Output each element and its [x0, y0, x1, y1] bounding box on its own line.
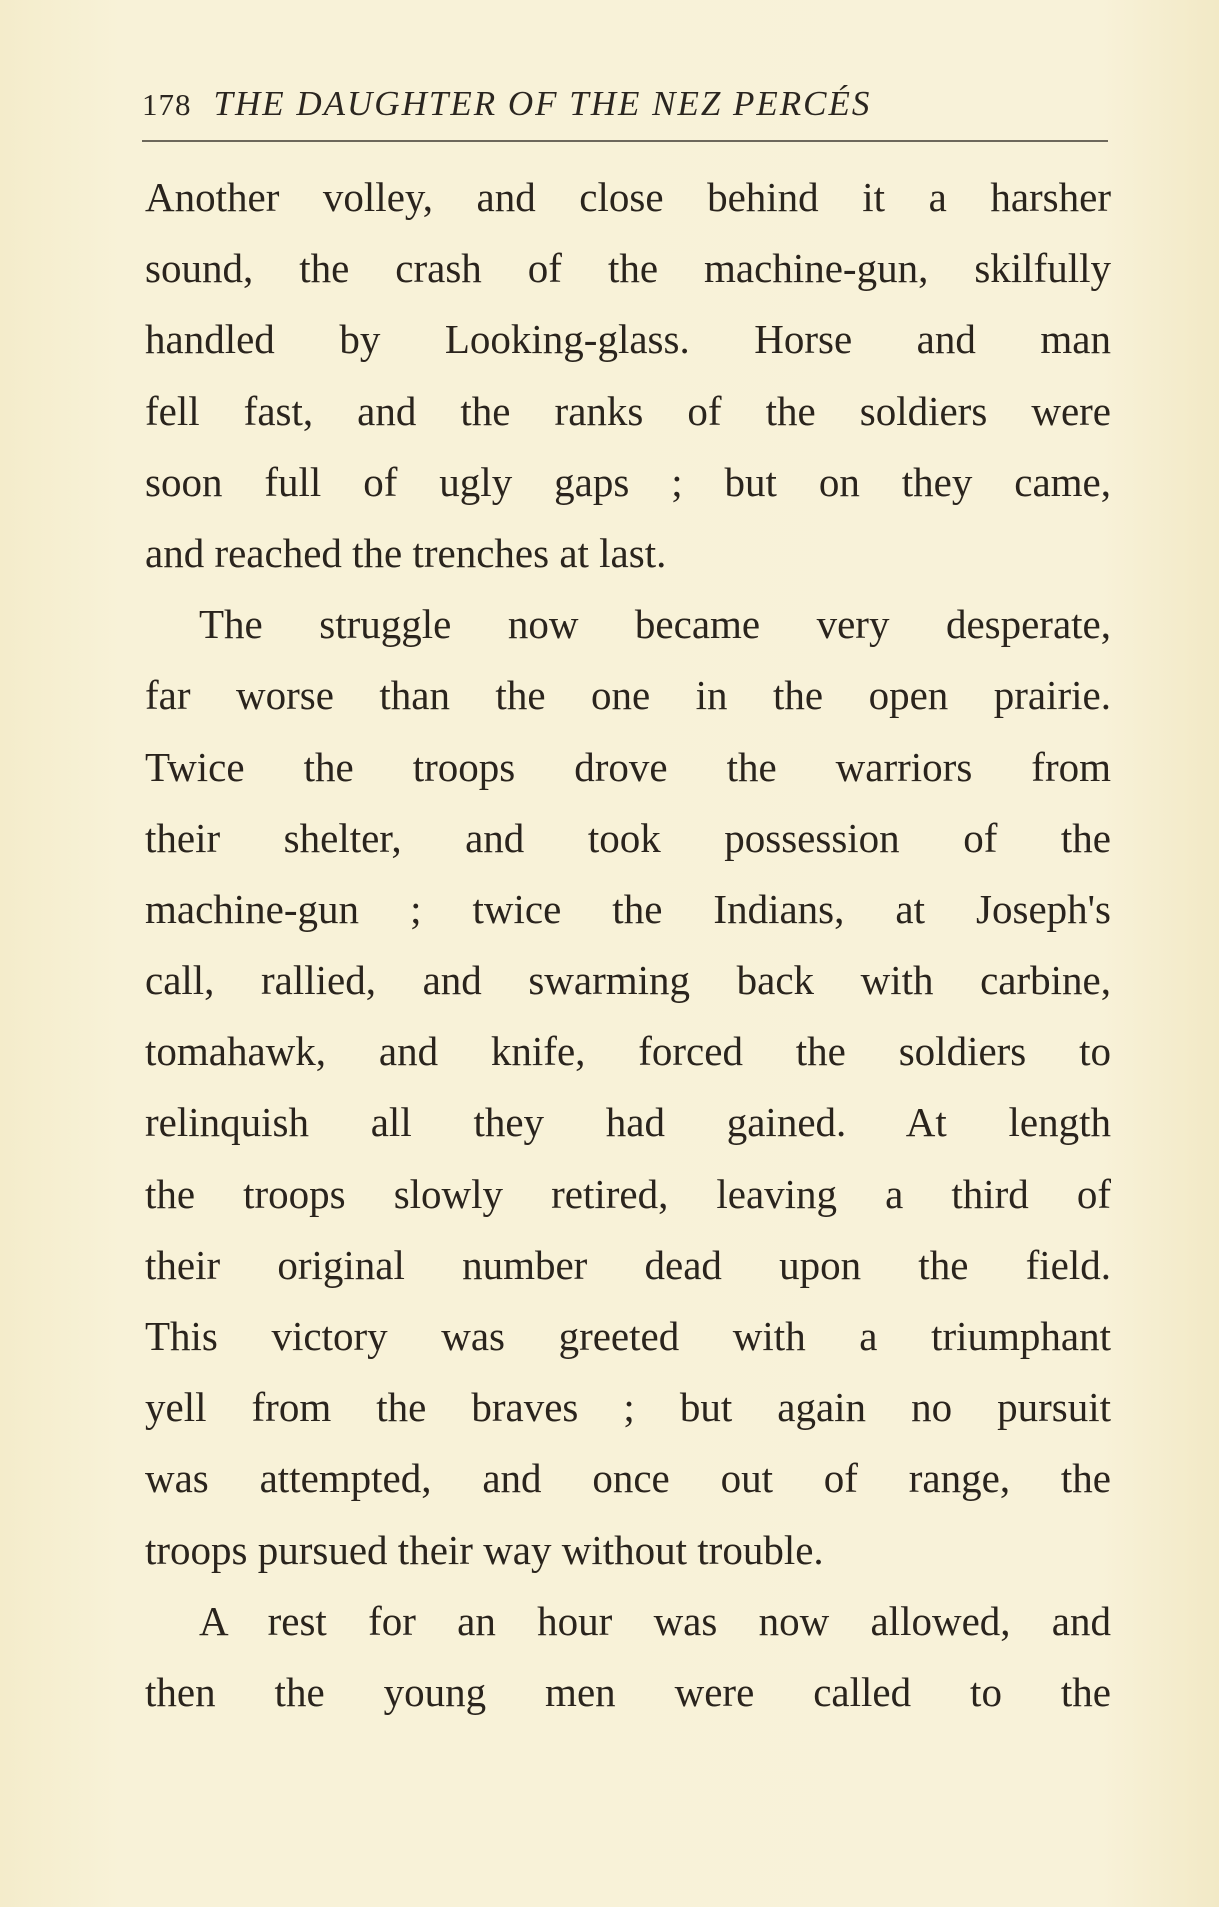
- text-line: soon full of ugly gaps ; but on they came,: [145, 458, 1111, 505]
- text-line: handled by Looking-glass. Horse and man: [145, 316, 1111, 363]
- text-line: fell fast, and the ranks of the soldiers were: [145, 387, 1111, 434]
- text-line: troops pursued their way without trouble.: [145, 1526, 824, 1573]
- text-line: relinquish all they had gained. At length: [145, 1099, 1111, 1146]
- body-text: [145, 162, 1111, 1728]
- text-line: yell from the braves ; but again no pursuit: [145, 1384, 1111, 1431]
- text-line: far worse than the one in the open prairie.: [145, 672, 1111, 719]
- text-line: Twice the troops drove the warriors from: [145, 743, 1111, 790]
- text-line: sound, the crash of the machine-gun, skilfully: [145, 245, 1111, 292]
- text-line: The struggle now became very desperate,: [199, 601, 1111, 648]
- header-rule: [142, 140, 1108, 142]
- text-line: and reached the trenches at last.: [145, 529, 667, 576]
- running-head: [142, 74, 1112, 134]
- text-line: machine-gun ; twice the Indians, at Joseph's: [145, 885, 1111, 932]
- text-line: This victory was greeted with a triumphant: [145, 1313, 1111, 1359]
- text-line: then the young men were called to the: [145, 1668, 1111, 1715]
- text-line: Another volley, and close behind it a harsher: [145, 174, 1111, 220]
- text-line: their original number dead upon the field.: [145, 1241, 1111, 1288]
- text-line: call, rallied, and swarming back with carbine,: [145, 957, 1111, 1004]
- text-line: was attempted, and once out of range, the: [145, 1455, 1111, 1502]
- text-line: their shelter, and took possession of the: [145, 814, 1111, 861]
- text-line: tomahawk, and knife, forced the soldiers to: [145, 1028, 1111, 1075]
- text-line: the troops slowly retired, leaving a third of: [145, 1170, 1111, 1217]
- book-title: THE DAUGHTER OF THE NEZ PERCÉS: [213, 84, 872, 123]
- text-line: A rest for an hour was now allowed, and: [199, 1597, 1111, 1644]
- page-number: 178: [142, 87, 192, 122]
